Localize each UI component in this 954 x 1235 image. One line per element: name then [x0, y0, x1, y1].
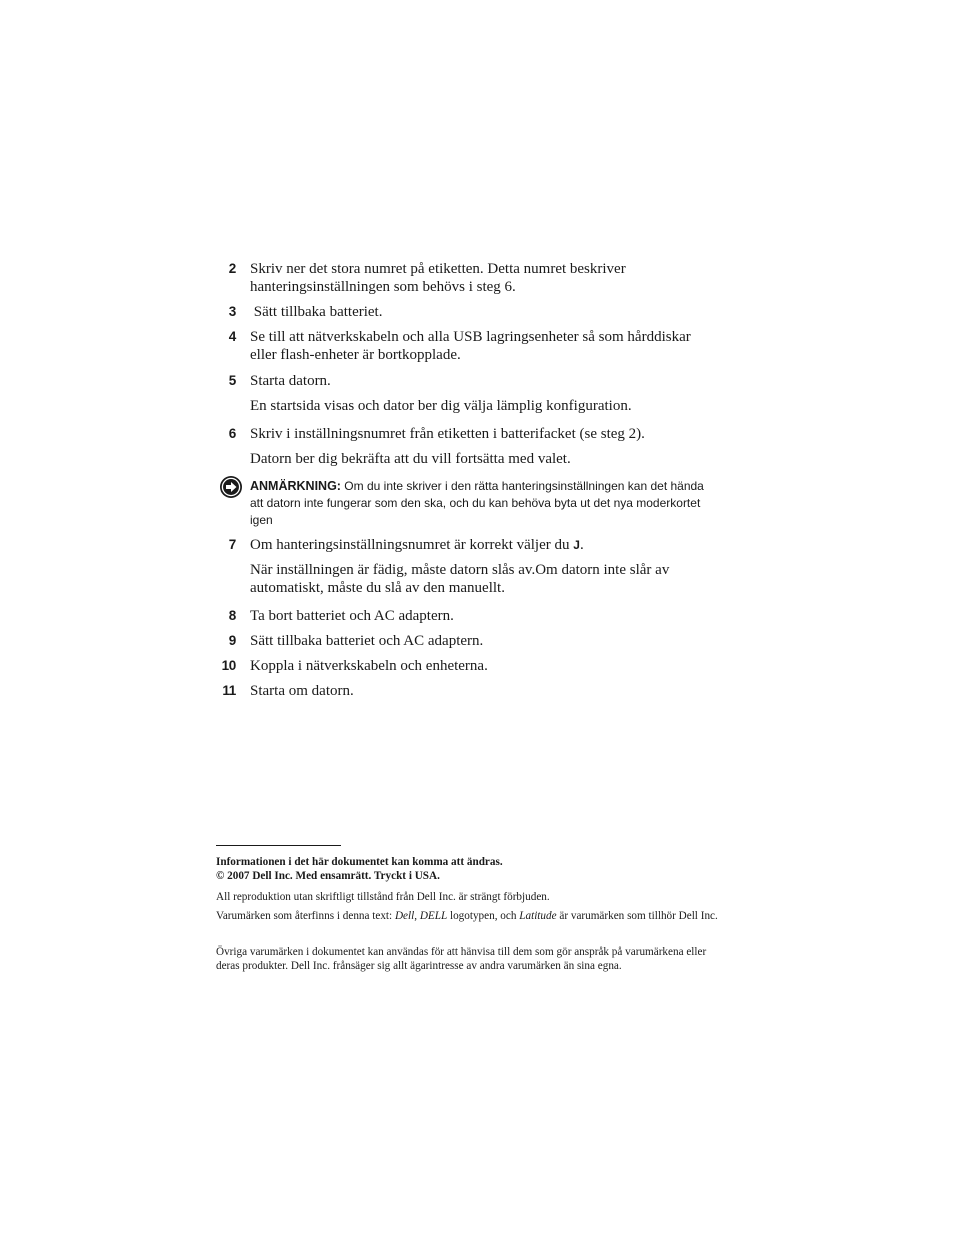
step-5-detail: En startsida visas och dator ber dig välja lämplig konfiguration. — [250, 398, 632, 414]
trademarks-suffix: är varumärken som tillhör Dell Inc. — [556, 910, 718, 922]
step-text: Starta datorn. — [250, 373, 331, 389]
trademarks-prefix: Varumärken som återfinns i denna text: — [216, 910, 395, 922]
step-text: Koppla i nätverkskabeln och enheterna. — [250, 658, 488, 674]
step-number: 7 — [228, 537, 236, 552]
step-number: 3 — [228, 304, 236, 319]
trademarks-separator: , — [414, 910, 420, 922]
notice-arrow-icon — [220, 476, 242, 498]
footer-trademarks — [216, 909, 721, 923]
step-6-detail: Datorn ber dig bekräfta att du vill fortsätta med valet. — [250, 451, 571, 467]
step-text: Se till att nätverkskabeln och alla USB lagringsenheter så som hårddiskar eller flash-enheter är bortkopplade. — [250, 329, 691, 363]
footer-change-notice: Informationen i det här dokumentet kan komma att ändras. — [216, 856, 503, 868]
step-number: 6 — [228, 426, 236, 441]
step-text: Skriv ner det stora numret på etiketten. Detta numret beskriver hanteringsinställningen som behövs i steg 6. — [250, 261, 626, 295]
footer-other-trademarks: Övriga varumärken i dokumentet kan användas för att hänvisa till dem som gör anspråk på varumärkena eller deras produkter. Dell Inc. frånsäger sig allt ägarintresse av andra varumärken än sina egna. — [216, 946, 707, 972]
trademark-dell: Dell — [394, 910, 415, 922]
step-text: Ta bort batteriet och AC adaptern. — [250, 608, 454, 624]
trademark-dell-logo: DELL — [419, 910, 448, 922]
trademark-latitude: Latitude — [519, 910, 557, 922]
footer-copyright: © 2007 Dell Inc. Med ensamrätt. Tryckt i USA. — [216, 870, 440, 882]
trademarks-middle: logotypen, och — [447, 910, 520, 922]
step-text: Sätt tillbaka batteriet och AC adaptern. — [250, 633, 484, 649]
step-text-after-key: . — [579, 537, 584, 553]
step-text: Sätt tillbaka batteriet. — [250, 304, 383, 320]
step-text: Skriv i inställningsnumret från etiketten i batterifacket (se steg 2). — [250, 426, 645, 442]
step-7-detail: När inställningen är fädig, måste datorn slås av.Om datorn inte slår av automatiskt, måste du slå av den manuellt. — [250, 562, 670, 596]
step-text: Starta om datorn. — [250, 683, 354, 699]
notice-text: Om du inte skriver i den rätta hanteringsinställningen kan det hända att datorn inte fungerar som den ska, och du kan behöva byta ut det nya moderkortet igen — [250, 479, 704, 527]
notice-label: ANMÄRKNING: — [250, 479, 341, 493]
notice-text-block — [250, 478, 720, 529]
footer-reproduction: All reproduktion utan skriftligt tillstånd från Dell Inc. är strängt förbjuden. — [216, 891, 550, 903]
step-number: 8 — [228, 608, 236, 623]
step-number: 9 — [228, 633, 236, 648]
key-j: J — [573, 538, 580, 552]
footer-divider — [216, 845, 341, 846]
step-number: 10 — [221, 658, 236, 673]
step-number: 5 — [228, 373, 236, 388]
step-text — [250, 536, 720, 554]
step-number: 11 — [222, 683, 236, 698]
step-number: 4 — [228, 329, 236, 344]
step-text-before-key: Om hanteringsinställningsnumret är korrekt väljer du — [250, 537, 574, 553]
step-number: 2 — [228, 261, 236, 276]
